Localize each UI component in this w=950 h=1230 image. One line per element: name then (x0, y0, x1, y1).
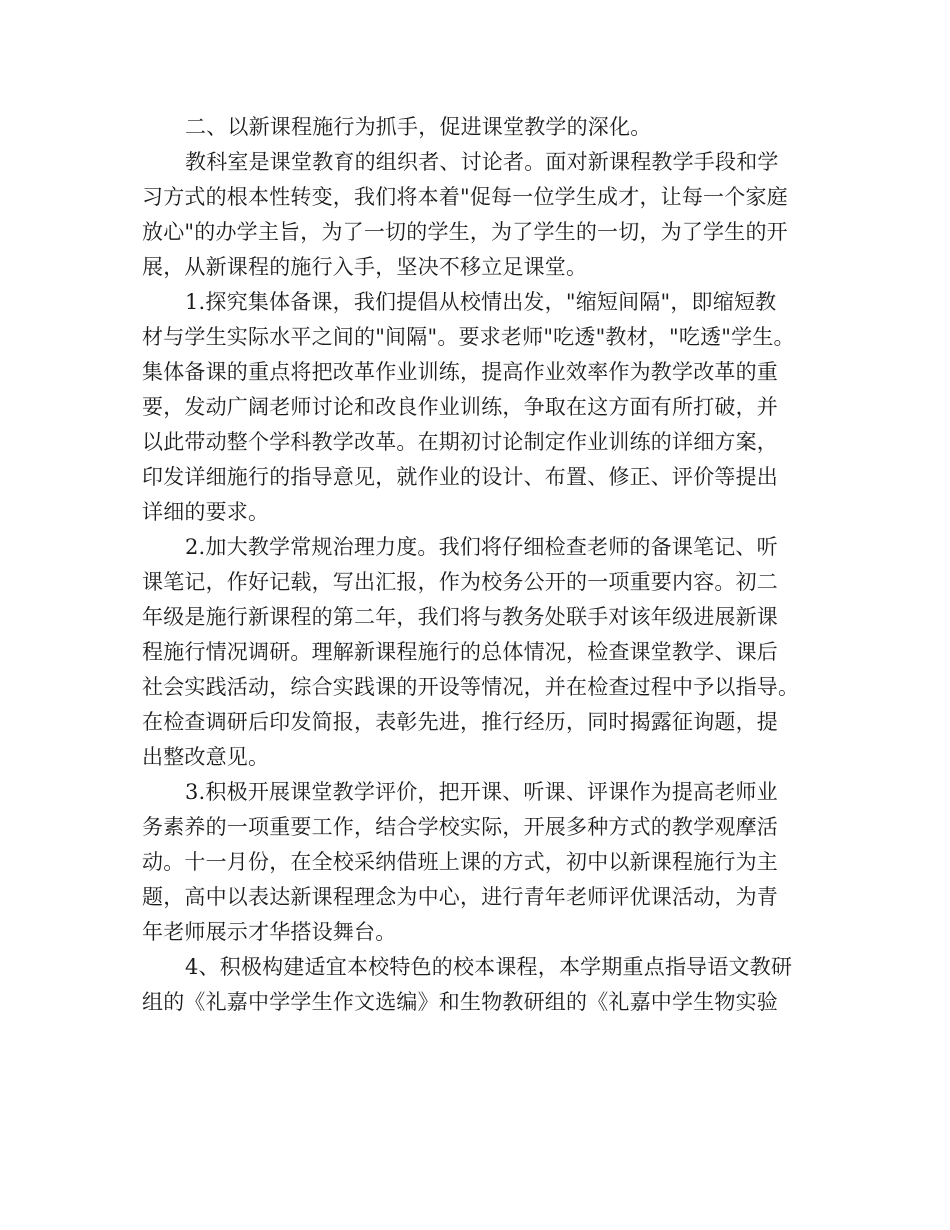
text-line: 动。十一月份，在全校采纳借班上课的方式，初中以新课程施行为主 (142, 850, 778, 874)
text-line: 详细的要求。 (142, 500, 270, 524)
text-line: 习方式的根本性转变，我们将本着"促每一位学生成才，让每一个家庭 (142, 185, 788, 209)
text-line: 二、以新课程施行为抓手，促进课堂教学的深化。 (185, 115, 652, 139)
text-line: 集体备课的重点将把改革作业训练，提高作业效率作为教学改革的重 (142, 360, 778, 384)
text-line: 组的《礼嘉中学学生作文选编》和生物教研组的《礼嘉中学生物实验 (142, 990, 778, 1014)
text-line: 课笔记，作好记载，写出汇报，作为校务公开的一项重要内容。初二 (142, 570, 778, 594)
text-line: 以此带动整个学科教学改革。在期初讨论制定作业训练的详细方案， (142, 430, 778, 454)
text-line: 在检查调研后印发简报，表彰先进，推行经历，同时揭露征询题，提 (142, 710, 778, 734)
text-line: 展，从新课程的施行入手，坚决不移立足课堂。 (142, 255, 588, 279)
text-line: 程施行情况调研。理解新课程施行的总体情况，检查课堂教学、课后 (142, 640, 778, 664)
text-line: 放心"的办学主旨，为了一切的学生，为了学生的一切，为了学生的开 (142, 220, 788, 244)
text-line: 3.积极开展课堂教学评价，把开课、听课、评课作为提高老师业 (185, 780, 778, 804)
text-line: 教科室是课堂教育的组织者、讨论者。面对新课程教学手段和学 (185, 150, 779, 174)
text-line: 1.探究集体备课，我们提倡从校情出发，"缩短间隔"，即缩短教 (185, 290, 777, 314)
text-line: 社会实践活动，综合实践课的开设等情况，并在检查过程中予以指导。 (142, 675, 800, 699)
text-line: 务素养的一项重要工作，结合学校实际，开展多种方式的教学观摩活 (142, 815, 778, 839)
text-line: 出整改意见。 (142, 745, 270, 769)
text-line: 要，发动广阔老师讨论和改良作业训练，争取在这方面有所打破，并 (142, 395, 778, 419)
text-line: 2.加大教学常规治理力度。我们将仔细检查老师的备课笔记、听 (185, 535, 778, 559)
text-line: 4、积极构建适宜本校特色的校本课程，本学期重点指导语文教研 (185, 955, 793, 979)
text-line: 年老师展示才华搭设舞台。 (142, 920, 397, 944)
text-line: 年级是施行新课程的第二年，我们将与教务处联手对该年级进展新课 (142, 605, 778, 629)
text-line: 题，高中以表达新课程理念为中心，进行青年老师评优课活动，为青 (142, 885, 778, 909)
text-line: 印发详细施行的指导意见，就作业的设计、布置、修正、评价等提出 (142, 465, 778, 489)
text-line: 材与学生实际水平之间的"间隔"。要求老师"吃透"教材，"吃透"学生。 (142, 325, 795, 349)
